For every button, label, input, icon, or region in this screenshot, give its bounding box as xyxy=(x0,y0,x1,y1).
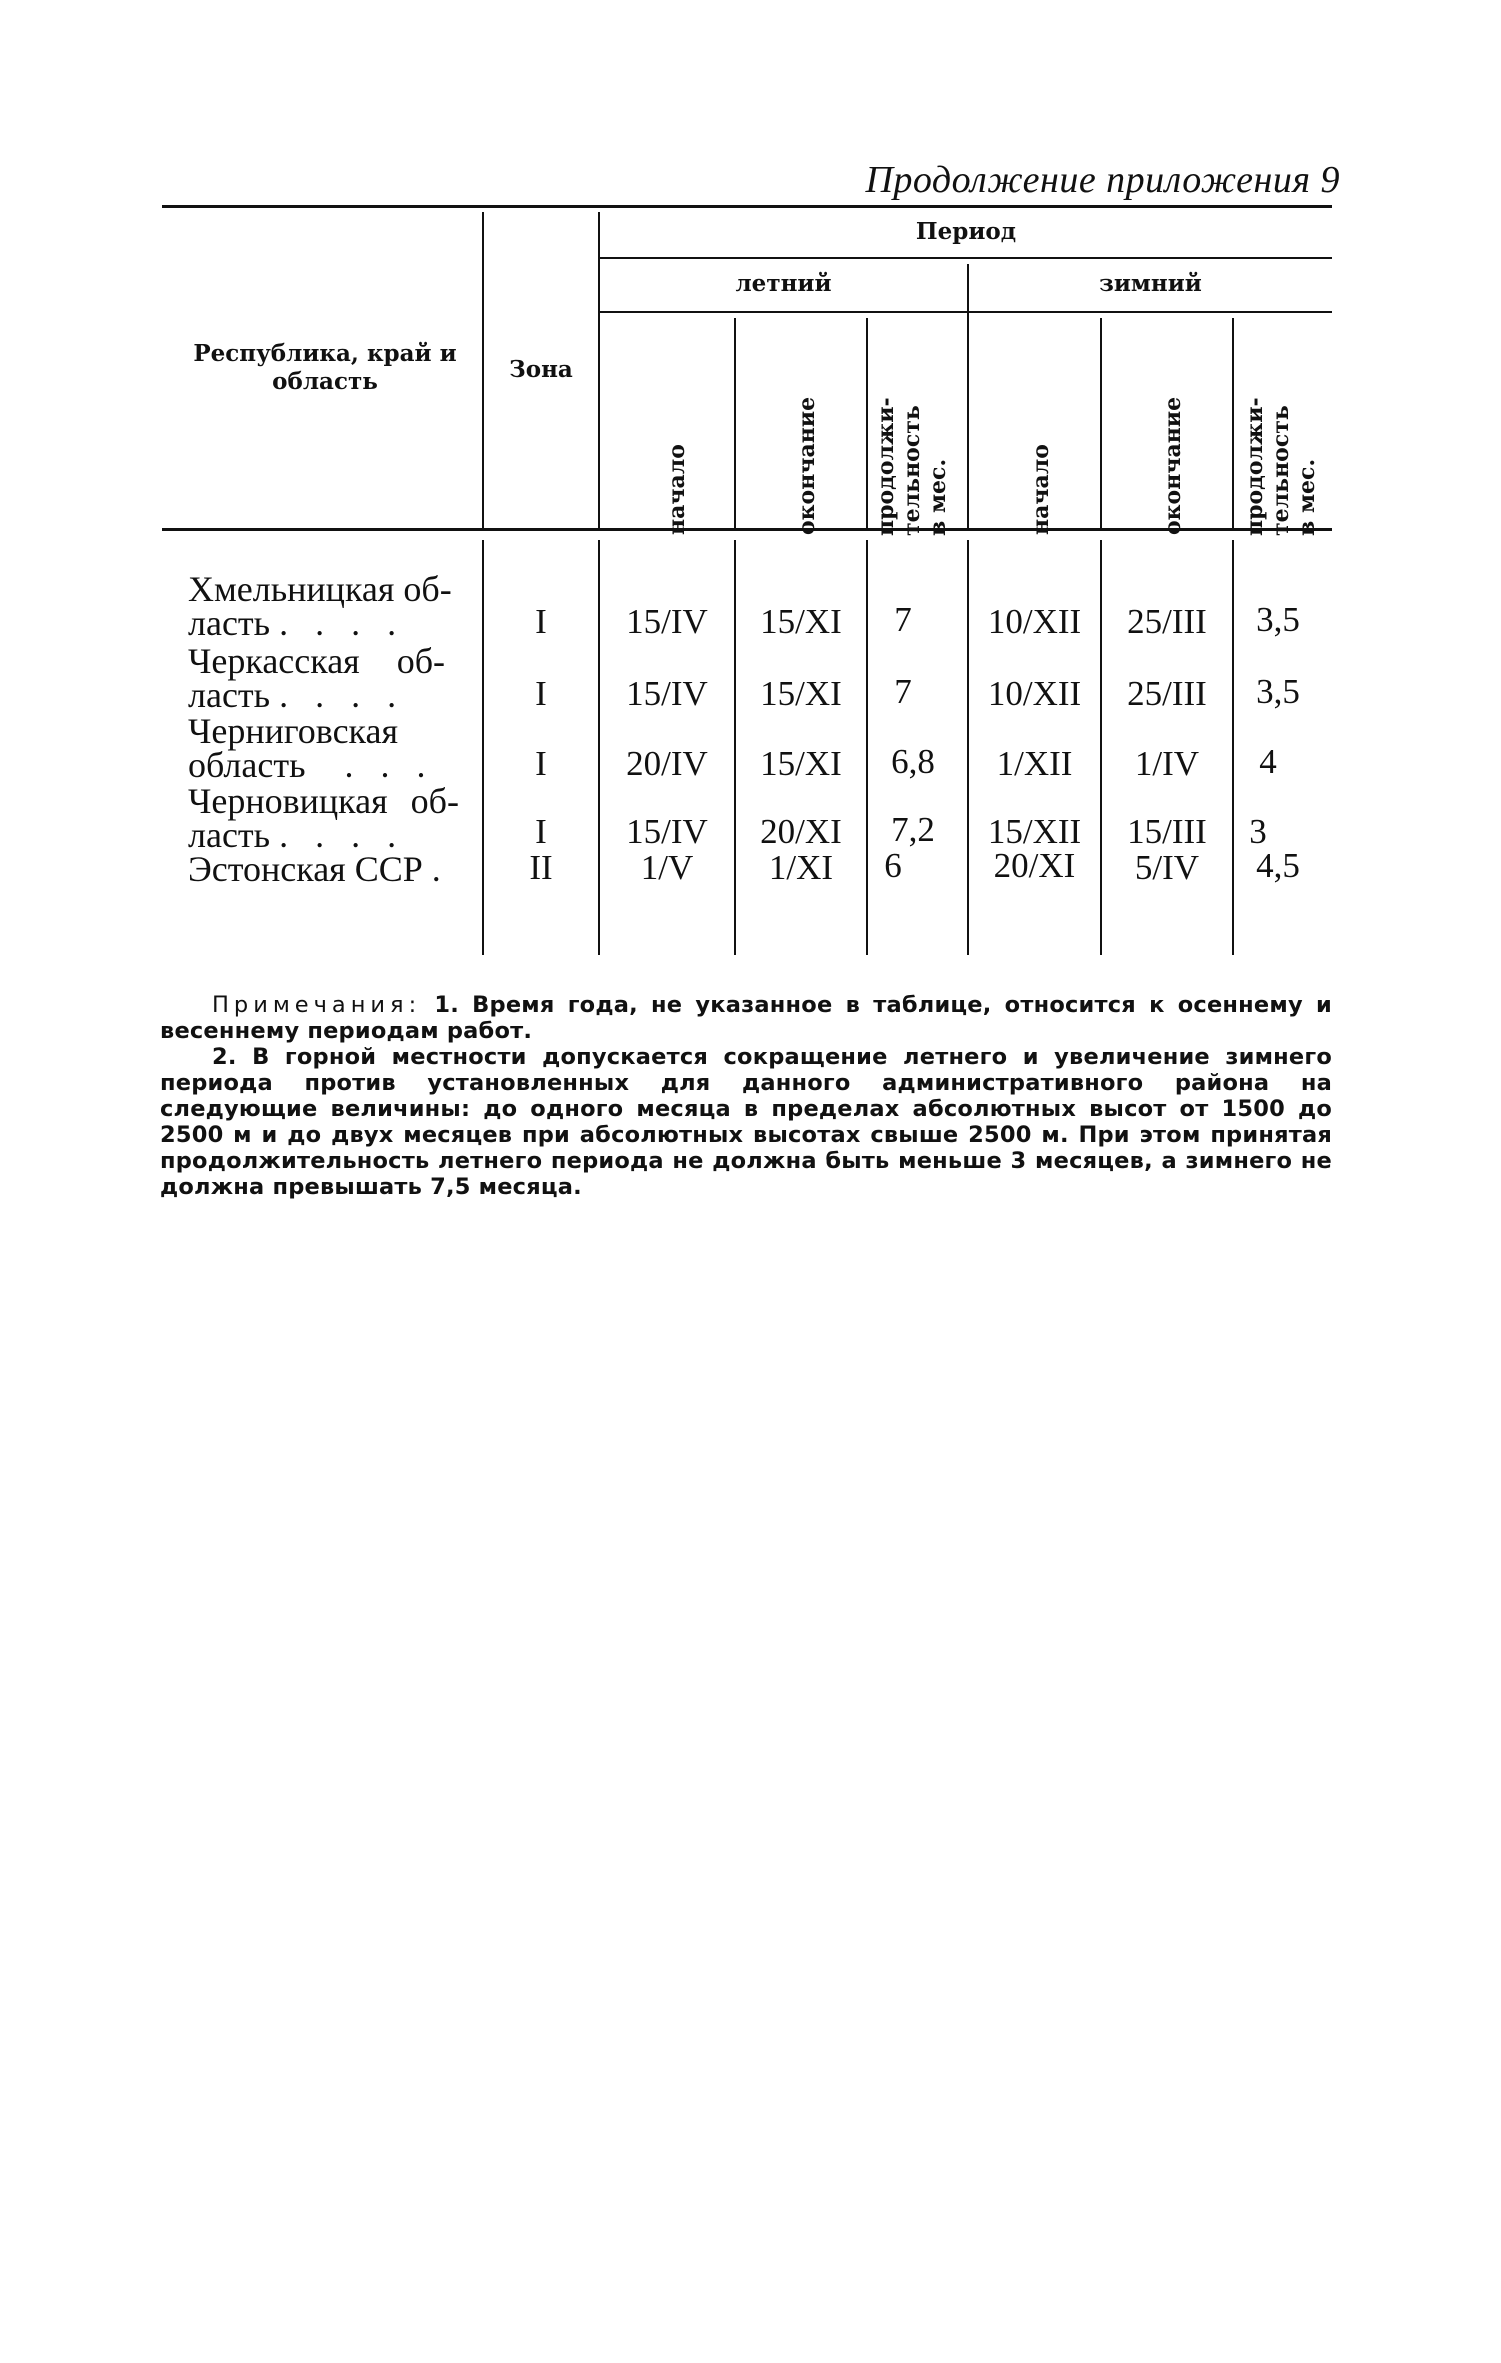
winter-end-cell: 25/III xyxy=(1127,602,1207,641)
header-winter: зимний xyxy=(1099,270,1202,297)
winter-duration-cell: 4,5 xyxy=(1256,846,1300,885)
zone-cell: I xyxy=(535,812,547,851)
header-summer-duration-l1: продолжи- xyxy=(873,397,899,536)
winter-duration-cell: 3,5 xyxy=(1256,672,1300,711)
col-divider-period xyxy=(598,212,600,528)
summer-end-cell: 20/XI xyxy=(760,812,842,851)
summer-start-cell: 15/IV xyxy=(626,602,708,641)
zone-cell: I xyxy=(535,674,547,713)
winter-start-cell: 20/XI xyxy=(993,846,1076,885)
header-winter-start: начало xyxy=(1028,444,1054,535)
winter-duration-cell: 4 xyxy=(1259,742,1277,781)
leader-dots: . . . . xyxy=(279,815,406,855)
summer-duration-cell: 6,8 xyxy=(891,742,935,781)
region-name-line2 xyxy=(188,602,405,644)
summer-duration-cell: 7,2 xyxy=(891,810,935,849)
header-winter-duration-l1: продолжи- xyxy=(1242,397,1268,536)
summer-end-cell: 1/XI xyxy=(768,848,834,887)
note-1 xyxy=(160,992,1332,1044)
region-name-line1: Черновицкая об- xyxy=(188,781,459,821)
header-region: Республика, край и область xyxy=(193,340,457,395)
summer-end-cell: 15/XI xyxy=(760,744,842,783)
winter-duration-cell: 3,5 xyxy=(1256,600,1300,639)
winter-start-cell: 1/XII xyxy=(996,744,1073,783)
header-bottom-rule xyxy=(162,528,1332,531)
region-name-line1: Хмельницкая об- xyxy=(188,569,452,609)
header-summer-start: начало xyxy=(664,444,690,535)
body-divider-w2 xyxy=(1232,540,1234,955)
leader-dots: . . . xyxy=(344,745,435,785)
note-2 xyxy=(160,1044,1332,1200)
summer-duration-cell: 7 xyxy=(894,672,912,711)
summer-winter-rule xyxy=(600,311,1332,313)
header-summer-duration-l2: тельность xyxy=(899,405,925,536)
summer-duration-cell: 7 xyxy=(894,600,912,639)
col-divider-summer-winter xyxy=(967,264,969,528)
header-period: Период xyxy=(915,218,1017,245)
zone-cell: I xyxy=(535,744,547,783)
winter-end-cell: 1/IV xyxy=(1134,744,1200,783)
header-winter-end: окончание xyxy=(1160,396,1186,535)
winter-end-cell: 15/III xyxy=(1127,812,1207,851)
header-winter-duration xyxy=(1242,336,1322,536)
leader-dots: . . . . xyxy=(279,675,406,715)
summer-start-cell: 15/IV xyxy=(626,674,708,713)
table-notes xyxy=(160,992,1332,1200)
note-1-text: 1. Время года, не указанное в таблице, относится к осеннему и весеннему периодам работ. xyxy=(160,992,1332,1044)
note-2-text: 2. В горной местности допускается сокращение летнего и увеличение зимнего периода против установленных для данного административного района на следующие величины: до одного месяца в пределах абсолютных высот от 1500 до 2500 м и до двух месяцев при абсолютных высотах свыше 2500 м. При этом принятая продолжительность летнего периода не должна быть меньше 3 месяцев, а зимнего не должна превышать 7,5 месяца. xyxy=(160,1044,1332,1200)
col-divider-s1 xyxy=(734,318,736,528)
region-name-text: область xyxy=(188,745,306,785)
col-divider-w2 xyxy=(1232,318,1234,528)
col-divider-w1 xyxy=(1100,318,1102,528)
region-name-text: ласть xyxy=(188,675,271,715)
summer-end-cell: 15/XI xyxy=(760,602,842,641)
zone-cell: I xyxy=(535,602,547,641)
header-summer-end: окончание xyxy=(794,396,820,535)
header-summer-duration xyxy=(873,336,953,536)
header-zone: Зона xyxy=(509,356,573,383)
zone-cell: II xyxy=(529,848,553,887)
header-summer-duration-l3: в мес. xyxy=(925,458,951,536)
summer-end-cell: 15/XI xyxy=(760,674,842,713)
winter-duration-cell: 3 xyxy=(1249,812,1267,851)
region-name-text: Эстонская ССР xyxy=(188,849,423,889)
continuation-caption: Продолжение приложения 9 xyxy=(865,159,1340,201)
period-rule xyxy=(600,257,1332,259)
winter-end-cell: 5/IV xyxy=(1134,848,1200,887)
header-summer: летний xyxy=(735,270,832,297)
notes-heading: Примечания: xyxy=(212,992,422,1018)
winter-start-cell: 15/XII xyxy=(987,812,1082,851)
leader-dots: . . . . xyxy=(279,603,406,643)
region-name-text: ласть xyxy=(188,603,271,643)
header-winter-duration-l3: в мес. xyxy=(1294,458,1320,536)
summer-start-cell: 1/V xyxy=(640,848,694,887)
winter-start-cell: 10/XII xyxy=(987,674,1082,713)
region-name-line1: Черкасская об- xyxy=(188,641,446,681)
table-top-rule xyxy=(162,205,1332,208)
region-name-line1: Черниговская xyxy=(188,711,399,751)
region-name-text: ласть xyxy=(188,815,271,855)
col-divider-s2 xyxy=(866,318,868,528)
summer-start-cell: 15/IV xyxy=(626,812,708,851)
winter-start-cell: 10/XII xyxy=(987,602,1082,641)
col-divider-zone xyxy=(482,212,484,528)
region-name-line1: Эстонская ССР . xyxy=(188,849,441,889)
header-winter-duration-l2: тельность xyxy=(1268,405,1294,536)
summer-start-cell: 20/IV xyxy=(626,744,708,783)
summer-duration-cell: 6 xyxy=(884,846,902,885)
winter-end-cell: 25/III xyxy=(1127,674,1207,713)
